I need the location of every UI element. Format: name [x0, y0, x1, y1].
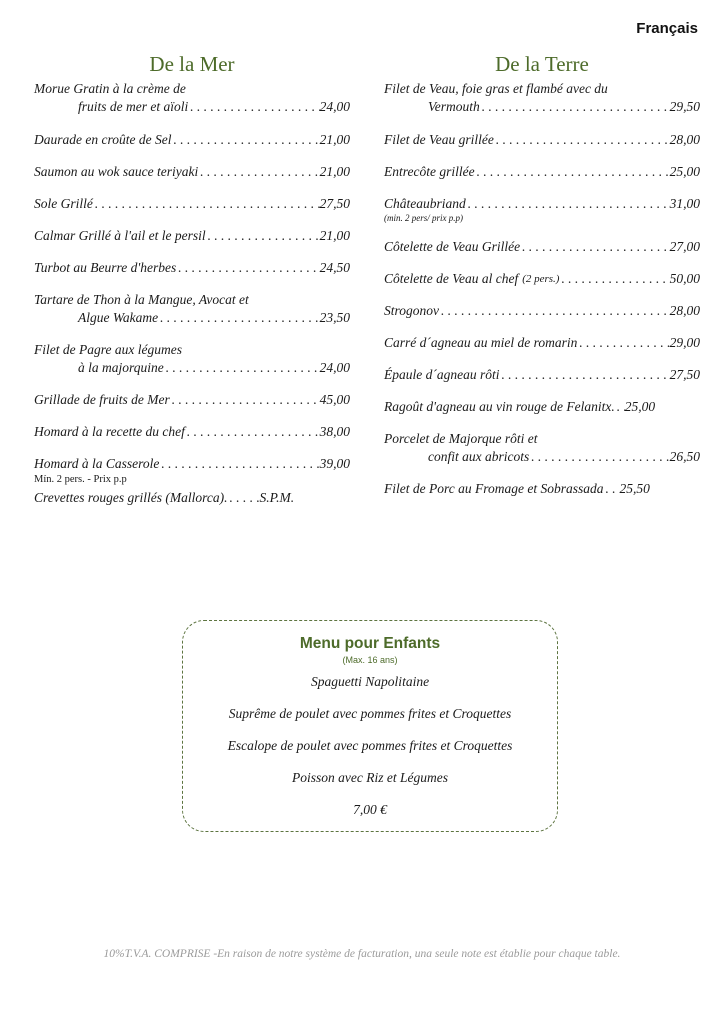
menu-item-name: Filet de Veau, foie gras et flambé avec du	[384, 81, 608, 96]
menu-item-name: Morue Gratin à la crème de	[34, 81, 186, 96]
menu-item	[384, 302, 700, 320]
kids-menu-item: Spaguetti Napolitaine	[310, 674, 430, 689]
menu-item	[384, 366, 700, 384]
menu-item-name-cont: fruits de mer et aïoli	[78, 99, 189, 114]
menu-item-name: Filet de Pagre aux légumes	[34, 342, 182, 357]
menu-item-note: Mín. 2 pers. - Prix p.p	[34, 474, 127, 485]
menu-item-price: 38,00	[319, 424, 350, 439]
menu-item-name: Épaule d´agneau rôti	[384, 367, 500, 382]
menu-item-name: Entrecôte grillée	[384, 164, 475, 179]
menu-item	[34, 131, 350, 149]
menu-item-name: Grillade de fruits de Mer	[34, 392, 170, 407]
menu-item-name: Homard à la recette du chef	[34, 424, 185, 439]
menu-item-name: Côtelette de Veau Grillée	[384, 239, 521, 254]
menu-item-name: Saumon au wok sauce teriyaki	[34, 164, 199, 179]
menu-item	[384, 430, 700, 466]
kids-menu-title: Menu pour Enfants	[299, 635, 441, 652]
menu-item-price: 24,00	[319, 99, 350, 114]
menu-item-price: 29,00	[669, 335, 700, 350]
menu-item	[384, 480, 700, 498]
menu-item	[384, 270, 700, 288]
menu-item	[384, 238, 700, 256]
menu-item-note: (min. 2 pers/ prix p.p)	[384, 213, 463, 223]
menu-item-name: Strogonov	[384, 303, 439, 318]
menu-item-price: 31,00	[669, 196, 700, 211]
menu-item-name: Calmar Grillé à l'ail et le persil	[34, 228, 206, 243]
menu-item	[34, 341, 350, 377]
menu-item	[384, 131, 700, 149]
menu-item	[34, 455, 350, 486]
menu-item-inline-note: (2 pers.)	[522, 273, 560, 285]
menu-item-price: 29,50	[669, 99, 700, 114]
menu-item-price: 27,50	[669, 367, 700, 382]
menu-item-price: 26,50	[669, 449, 700, 464]
menu-item-price: S.P.M.	[259, 490, 295, 505]
kids-menu-item: Poisson avec Riz et Légumes	[292, 770, 448, 785]
menu-item	[34, 391, 350, 409]
menu-item	[34, 195, 350, 213]
menu-item-price: 39,00	[319, 456, 350, 471]
menu-item-price: 21,00	[319, 132, 350, 147]
menu-item-price: 24,50	[319, 260, 350, 275]
menu-item	[34, 80, 350, 116]
menu-item-price: 28,00	[669, 303, 700, 318]
kids-menu-price: 7,00 €	[353, 802, 387, 817]
menu-item-price: 25,50	[619, 481, 650, 496]
menu-item-name: Filet de Veau grillée	[384, 132, 494, 147]
menu-item-name: Châteaubriand	[384, 196, 466, 211]
menu-item-price: 27,00	[669, 239, 700, 254]
land-section-title: De la Terre	[495, 52, 589, 76]
menu-item-name: Filet de Porc au Fromage et Sobrassada	[384, 481, 604, 496]
menu-item	[384, 163, 700, 181]
menu-item-price: 21,00	[319, 228, 350, 243]
menu-item-price: 27,50	[319, 196, 350, 211]
menu-item	[384, 195, 700, 224]
menu-item-price: 50,00	[669, 271, 700, 286]
menu-item-name: Sole Grillé	[34, 196, 93, 211]
menu-item	[384, 334, 700, 352]
menu-item-name: Tartare de Thon à la Mangue, Avocat et	[34, 292, 249, 307]
menu-item	[34, 291, 350, 327]
menu-item-name: Daurade en croûte de Sel	[34, 132, 172, 147]
land-section	[384, 52, 700, 498]
sea-section-title: De la Mer	[149, 52, 235, 76]
menu-item-name-cont: Vermouth	[428, 99, 480, 114]
menu-item-name: Côtelette de Veau al chef	[384, 271, 519, 286]
footer-note: 10%T.V.A. COMPRISE -En raison de notre système de facturation, una seule note est établie pour chaque table.	[103, 948, 621, 960]
menu-item-name: Homard à la Casserole	[34, 456, 160, 471]
menu-item-price: 24,00	[319, 360, 350, 375]
kids-menu-item: Escalope de poulet avec pommes frites et Croquettes	[227, 738, 513, 753]
menu-item-name: Turbot au Beurre d'herbes	[34, 260, 177, 275]
menu-item	[384, 398, 700, 416]
menu-item-price: 25,00	[669, 164, 700, 179]
language-label: Français	[636, 20, 698, 37]
menu-item-price: 25,00	[624, 399, 656, 414]
menu-item-price: 23,50	[319, 310, 350, 325]
menu-item	[34, 489, 350, 507]
menu-item	[34, 227, 350, 245]
menu-item-name: Carré d´agneau au miel de romarin	[384, 335, 578, 350]
menu-item-price: 45,00	[319, 392, 350, 407]
menu-item-name: Porcelet de Majorque rôti et	[384, 431, 538, 446]
menu-item	[384, 80, 700, 116]
kids-menu-box	[182, 620, 558, 832]
menu-item-name: Crevettes rouges grillés (Mallorca).	[34, 490, 228, 505]
sea-section	[34, 52, 350, 507]
menu-item-name-cont: à la majorquine	[78, 360, 164, 375]
menu-item-name: Ragoût d'agneau au vin rouge de Felanitx.	[384, 399, 615, 414]
menu-item	[34, 163, 350, 181]
kids-menu-item: Suprême de poulet avec pommes frites et Croquettes	[228, 706, 512, 721]
menu-item	[34, 259, 350, 277]
menu-item-name-cont: Algue Wakame	[78, 310, 159, 325]
menu-item-price: 21,00	[319, 164, 350, 179]
kids-menu-subtitle: (Max. 16 ans)	[342, 655, 398, 665]
menu-item-name-cont: confit aux abricots	[428, 449, 530, 464]
menu-item-price: 28,00	[669, 132, 700, 147]
menu-item	[34, 423, 350, 441]
